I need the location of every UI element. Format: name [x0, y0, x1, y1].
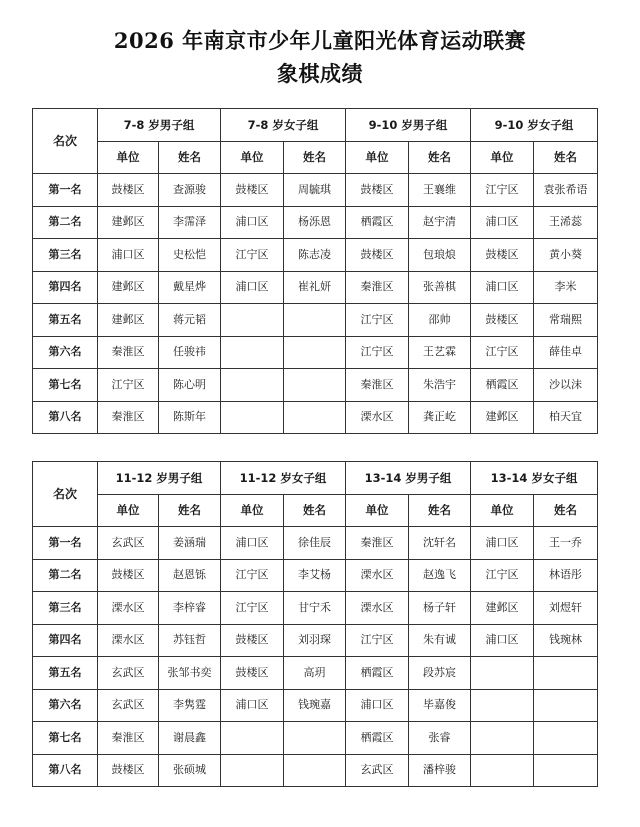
rank-cell: 第二名	[33, 206, 98, 239]
unit-cell: 溧水区	[346, 592, 409, 625]
name-cell: 刘煜轩	[534, 592, 598, 625]
group-header: 13-14 岁男子组	[346, 462, 471, 495]
name-cell: 张睿	[409, 722, 471, 755]
unit-cell: 浦口区	[471, 206, 534, 239]
name-cell: 查源骏	[159, 174, 221, 207]
name-header: 姓名	[284, 141, 346, 174]
unit-cell	[221, 722, 284, 755]
name-cell: 钱琬嘉	[284, 689, 346, 722]
name-cell: 李隽霆	[159, 689, 221, 722]
name-cell: 张邹书奕	[159, 657, 221, 690]
name-cell	[284, 401, 346, 434]
table-row	[33, 304, 598, 337]
name-cell: 赵恩铄	[159, 559, 221, 592]
unit-cell: 鼓楼区	[471, 239, 534, 272]
results-table-2	[32, 461, 598, 787]
name-header: 姓名	[409, 494, 471, 527]
unit-cell: 玄武区	[98, 657, 159, 690]
name-cell: 高玥	[284, 657, 346, 690]
rank-cell: 第六名	[33, 336, 98, 369]
name-cell: 林语彤	[534, 559, 598, 592]
rank-cell: 第八名	[33, 754, 98, 787]
unit-cell: 秦淮区	[98, 401, 159, 434]
name-cell	[284, 722, 346, 755]
unit-cell	[471, 754, 534, 787]
unit-cell: 玄武区	[346, 754, 409, 787]
group-header: 7-8 岁男子组	[98, 109, 221, 142]
unit-cell: 鼓楼区	[221, 657, 284, 690]
name-cell: 苏钰哲	[159, 624, 221, 657]
name-cell	[284, 754, 346, 787]
unit-cell	[221, 304, 284, 337]
unit-header: 单位	[471, 141, 534, 174]
name-cell: 沙以沫	[534, 369, 598, 402]
name-cell	[534, 722, 598, 755]
table-row	[33, 206, 598, 239]
name-cell: 谢晨鑫	[159, 722, 221, 755]
name-cell: 周毓琪	[284, 174, 346, 207]
unit-cell: 鼓楼区	[98, 174, 159, 207]
unit-cell	[221, 369, 284, 402]
unit-cell: 栖霞区	[346, 206, 409, 239]
name-cell: 陈志凌	[284, 239, 346, 272]
unit-cell	[221, 401, 284, 434]
table-row	[33, 369, 598, 402]
rank-cell: 第八名	[33, 401, 98, 434]
name-cell: 李艾杨	[284, 559, 346, 592]
name-cell: 包琅烺	[409, 239, 471, 272]
results-body	[33, 527, 598, 787]
unit-cell: 浦口区	[221, 271, 284, 304]
name-cell	[284, 369, 346, 402]
column-header-row	[33, 141, 598, 174]
unit-cell: 玄武区	[98, 527, 159, 560]
group-header: 11-12 岁女子组	[221, 462, 346, 495]
rank-header: 名次	[33, 109, 98, 174]
name-cell: 任骏祎	[159, 336, 221, 369]
document-subtitle: 象棋成绩	[277, 61, 363, 86]
name-header: 姓名	[284, 494, 346, 527]
unit-cell	[471, 657, 534, 690]
results-table-1	[32, 108, 598, 434]
name-cell: 张善棋	[409, 271, 471, 304]
unit-cell: 浦口区	[471, 527, 534, 560]
unit-cell: 江宁区	[221, 559, 284, 592]
rank-cell: 第七名	[33, 369, 98, 402]
name-cell: 朱有诚	[409, 624, 471, 657]
unit-cell: 浦口区	[221, 527, 284, 560]
group-header: 13-14 岁女子组	[471, 462, 598, 495]
unit-cell: 秦淮区	[98, 336, 159, 369]
name-cell: 赵逸飞	[409, 559, 471, 592]
name-header: 姓名	[409, 141, 471, 174]
group-header-row	[33, 462, 598, 495]
group-header: 11-12 岁男子组	[98, 462, 221, 495]
results-body	[33, 174, 598, 434]
unit-cell: 栖霞区	[346, 657, 409, 690]
unit-cell: 玄武区	[98, 689, 159, 722]
name-header: 姓名	[159, 141, 221, 174]
unit-cell	[221, 754, 284, 787]
unit-cell: 建邺区	[471, 401, 534, 434]
unit-cell	[471, 722, 534, 755]
name-cell: 王浠蕊	[534, 206, 598, 239]
rank-cell: 第六名	[33, 689, 98, 722]
rank-cell: 第五名	[33, 304, 98, 337]
group-header: 9-10 岁男子组	[346, 109, 471, 142]
table-row	[33, 689, 598, 722]
table-row	[33, 722, 598, 755]
table-row	[33, 239, 598, 272]
unit-cell: 溧水区	[98, 624, 159, 657]
unit-header: 单位	[346, 494, 409, 527]
name-cell: 甘宁禾	[284, 592, 346, 625]
unit-header: 单位	[346, 141, 409, 174]
name-cell: 史松恺	[159, 239, 221, 272]
rank-header: 名次	[33, 462, 98, 527]
column-header-row	[33, 494, 598, 527]
name-cell: 王艺霖	[409, 336, 471, 369]
name-cell: 潘梓骏	[409, 754, 471, 787]
rank-cell: 第四名	[33, 624, 98, 657]
unit-cell: 栖霞区	[346, 722, 409, 755]
name-cell: 邵帅	[409, 304, 471, 337]
unit-cell: 建邺区	[471, 592, 534, 625]
unit-header: 单位	[471, 494, 534, 527]
group-header: 7-8 岁女子组	[221, 109, 346, 142]
name-cell: 李米	[534, 271, 598, 304]
unit-cell: 鼓楼区	[346, 239, 409, 272]
rank-cell: 第三名	[33, 592, 98, 625]
name-cell: 赵宇清	[409, 206, 471, 239]
unit-cell: 秦淮区	[346, 271, 409, 304]
name-cell: 钱琬林	[534, 624, 598, 657]
name-cell: 杨泺恩	[284, 206, 346, 239]
name-cell: 张硕城	[159, 754, 221, 787]
name-header: 姓名	[159, 494, 221, 527]
unit-cell: 鼓楼区	[98, 559, 159, 592]
unit-header: 单位	[98, 494, 159, 527]
name-cell: 陈斯年	[159, 401, 221, 434]
unit-header: 单位	[98, 141, 159, 174]
unit-cell: 江宁区	[346, 336, 409, 369]
unit-cell: 浦口区	[221, 206, 284, 239]
table-row	[33, 271, 598, 304]
unit-cell	[221, 336, 284, 369]
unit-cell: 溧水区	[346, 559, 409, 592]
name-cell: 毕嘉俊	[409, 689, 471, 722]
unit-cell: 浦口区	[471, 271, 534, 304]
name-cell: 朱浩宇	[409, 369, 471, 402]
name-cell	[284, 336, 346, 369]
name-cell: 李霈泽	[159, 206, 221, 239]
table-row	[33, 401, 598, 434]
table-row	[33, 592, 598, 625]
table-row	[33, 174, 598, 207]
unit-cell: 鼓楼区	[221, 174, 284, 207]
name-cell: 崔礼妍	[284, 271, 346, 304]
unit-cell: 溧水区	[98, 592, 159, 625]
rank-cell: 第四名	[33, 271, 98, 304]
name-header: 姓名	[534, 494, 598, 527]
name-cell: 薛佳卓	[534, 336, 598, 369]
unit-cell: 江宁区	[346, 624, 409, 657]
unit-cell: 溧水区	[346, 401, 409, 434]
unit-cell: 江宁区	[471, 336, 534, 369]
unit-header: 单位	[221, 494, 284, 527]
unit-cell: 江宁区	[471, 559, 534, 592]
unit-cell: 栖霞区	[471, 369, 534, 402]
unit-cell: 浦口区	[98, 239, 159, 272]
unit-header: 单位	[221, 141, 284, 174]
unit-cell: 江宁区	[221, 239, 284, 272]
name-cell: 刘羽琛	[284, 624, 346, 657]
name-cell: 沈轩名	[409, 527, 471, 560]
name-cell: 戴星烨	[159, 271, 221, 304]
document-title: 2026 年南京市少年儿童阳光体育运动联赛	[113, 28, 527, 53]
name-cell: 王襄维	[409, 174, 471, 207]
unit-cell: 浦口区	[346, 689, 409, 722]
name-cell: 徐佳辰	[284, 527, 346, 560]
name-cell	[534, 689, 598, 722]
unit-cell: 鼓楼区	[471, 304, 534, 337]
unit-cell: 江宁区	[221, 592, 284, 625]
name-cell: 李梓睿	[159, 592, 221, 625]
unit-cell: 建邺区	[98, 206, 159, 239]
name-cell: 袁张希语	[534, 174, 598, 207]
group-header: 9-10 岁女子组	[471, 109, 598, 142]
name-cell: 王一乔	[534, 527, 598, 560]
unit-cell: 建邺区	[98, 271, 159, 304]
unit-cell: 浦口区	[221, 689, 284, 722]
rank-cell: 第三名	[33, 239, 98, 272]
name-cell	[534, 657, 598, 690]
rank-cell: 第七名	[33, 722, 98, 755]
unit-cell: 秦淮区	[346, 527, 409, 560]
unit-cell: 鼓楼区	[98, 754, 159, 787]
unit-cell: 鼓楼区	[221, 624, 284, 657]
unit-cell: 江宁区	[346, 304, 409, 337]
name-cell: 常瑞熙	[534, 304, 598, 337]
name-cell: 陈心明	[159, 369, 221, 402]
name-header: 姓名	[534, 141, 598, 174]
rank-cell: 第一名	[33, 527, 98, 560]
unit-cell: 浦口区	[471, 624, 534, 657]
unit-cell	[471, 689, 534, 722]
name-cell: 龚正屹	[409, 401, 471, 434]
name-cell: 柏天宜	[534, 401, 598, 434]
name-cell	[534, 754, 598, 787]
unit-cell: 建邺区	[98, 304, 159, 337]
name-cell: 段苏宸	[409, 657, 471, 690]
rank-cell: 第一名	[33, 174, 98, 207]
unit-cell: 秦淮区	[346, 369, 409, 402]
unit-cell: 江宁区	[98, 369, 159, 402]
table-row	[33, 527, 598, 560]
unit-cell: 鼓楼区	[346, 174, 409, 207]
name-cell: 杨子轩	[409, 592, 471, 625]
name-cell: 姜涵瑞	[159, 527, 221, 560]
table-row	[33, 559, 598, 592]
table-row	[33, 336, 598, 369]
rank-cell: 第二名	[33, 559, 98, 592]
unit-cell: 秦淮区	[98, 722, 159, 755]
table-row	[33, 754, 598, 787]
name-cell: 蒋元韬	[159, 304, 221, 337]
table-row	[33, 624, 598, 657]
rank-cell: 第五名	[33, 657, 98, 690]
name-cell: 黄小葵	[534, 239, 598, 272]
table-row	[33, 657, 598, 690]
unit-cell: 江宁区	[471, 174, 534, 207]
name-cell	[284, 304, 346, 337]
group-header-row	[33, 109, 598, 142]
